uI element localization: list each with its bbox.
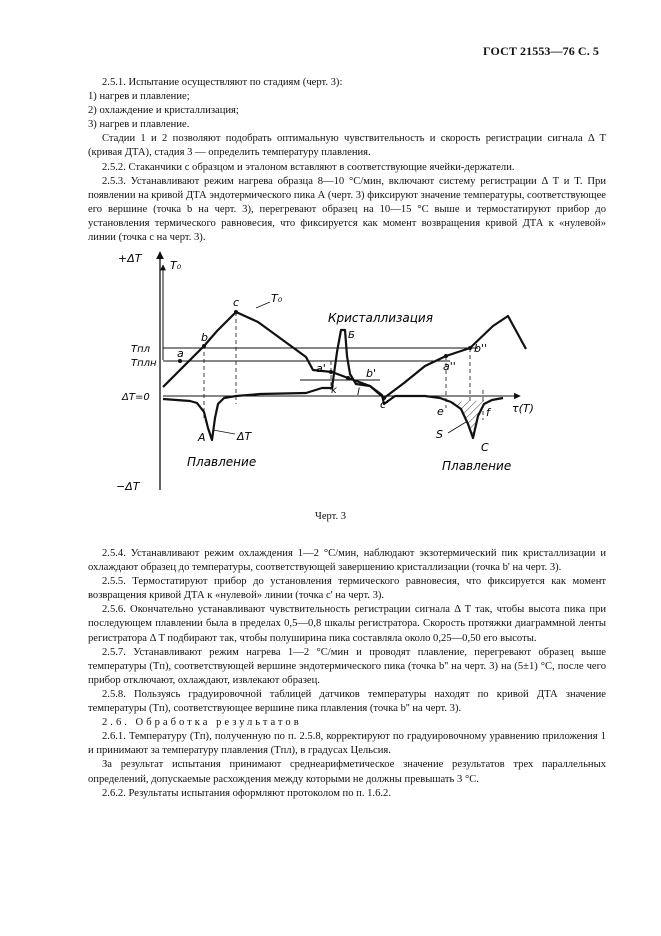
point-f: f (486, 406, 490, 419)
guide-lines (204, 312, 483, 420)
delta-t-label: ΔT (237, 430, 252, 443)
delta-t-leader (213, 430, 235, 434)
t0-curve-label: T₀ (271, 292, 283, 305)
point-B: Б (348, 330, 355, 341)
t0-curve-leader (256, 302, 270, 308)
point-C: C (481, 441, 489, 454)
crystallization-label: Кристаллизация (328, 311, 433, 325)
paragraph: 2.5.5. Термостатируют прибор до установления термического равновесия, что фиксируется как момент возвращения кривой ДТА к «нулевой» линии (точка c' на черт. 3). (88, 576, 606, 602)
paragraph: 2.5.4. Устанавливают режим охлаждения 1—2 °С/мин, наблюдают экзотермический пик кристаллизации и охлаждают образец до температуры, соответствующей завершению кристаллизации (точка b' на черт. 3). (88, 548, 606, 574)
point-a: a (177, 347, 184, 360)
point-e: e (437, 405, 444, 418)
paragraph: 2.5.7. Устанавливают режим нагрева 1—2 °С/мин и проводят плавление, перегревают образец выше температуры (Tп), соответствующей вершине эндотермического пика (точка b'' на черт. 3) на (5±1) °С, после чего прибор отключают, охлаждают, извлекают образец. (88, 646, 606, 686)
paragraph: Стадии 1 и 2 позволяют подобрать оптимальную чувствительность и скорость регистрации сигнала Δ T (кривая ДТА), стадия 3 — определить температуру плавления. (88, 133, 606, 159)
t0-axis-label: T₀ (170, 259, 182, 272)
paragraph: 2.6.1. Температуру (Tп), полученную по п. 2.5.8, корректируют по градуировочному уравнению приложения 1 и принимают за температуру плавления (Tпл), в градусах Цельсия. (88, 731, 606, 757)
point-c1: c' (380, 398, 390, 411)
bottom-text-block (88, 547, 606, 801)
list-item: 1) нагрев и плавление; (88, 91, 190, 103)
tpln-label: Tплн (131, 358, 157, 369)
top-text-block (88, 76, 606, 245)
point-b: b (201, 331, 208, 344)
point-b1: b' (366, 367, 377, 380)
melting-label-2: Плавление (442, 459, 512, 473)
point-A: A (198, 431, 206, 444)
list-item: 3) нагрев и плавление. (88, 119, 190, 131)
point-a2: a'' (443, 360, 456, 373)
paragraph: 2.5.2. Стаканчики с образцом и эталоном вставляют в соответствующие ячейки-держатели. (102, 161, 515, 173)
paragraph: 2.6.2. Результаты испытания оформляют протоколом по п. 1.6.2. (102, 787, 391, 799)
area-s-leader (448, 422, 466, 433)
dta-figure (0, 240, 661, 505)
point-S: S (436, 428, 443, 441)
paragraph: 2.5.1. Испытание осуществляют по стадиям (черт. 3): (102, 77, 343, 88)
zero-label: ΔT=0 (122, 392, 150, 403)
point-a1: a' (316, 362, 326, 375)
point-b2: b'' (474, 342, 488, 355)
figure-caption: Черт. 3 (315, 511, 346, 522)
paragraph: 2.5.8. Пользуясь градуировочной таблицей датчиков температуры находят по кривой ДТА значение температуры (Tп), соответствующее вершине пика плавления (точка b'' на черт. 3). (88, 688, 606, 715)
x-axis-label: τ(T) (512, 402, 534, 415)
tpl-label: Tпл (131, 344, 151, 355)
point-c: c (233, 296, 240, 309)
paragraph: 2.5.3. Устанавливают режим нагрева образца 8—10 °С/мин, включают систему регистрации Δ T и T. При появлении на кривой ДТА эндотермического пика А (черт. 3) фиксируют значение температуры, соответствующее его вершине (точка b на черт. 3), перегревают образец на 10—15 °С выше и термостатируют прибор до установления термического равновесия, что фиксируется как момент возвращения кривой ДТА к «нулевой» линии (точка c на черт. 3). (88, 175, 606, 244)
y-axis-top-label: +ΔT (118, 252, 142, 265)
section-heading: 2.6. Обработка результатов (102, 717, 302, 729)
point-l: l (357, 387, 360, 398)
y-axis-bottom-label: −ΔT (116, 480, 140, 493)
point-k: k (331, 385, 337, 396)
paragraph: За результат испытания принимают среднеарифметическое значение результатов трех параллельных определений, допускаемые расхождения между которыми не должны превышать 3 °С. (88, 759, 606, 785)
paragraph: 2.5.6. Окончательно устанавливают чувствительность регистрации сигнала Δ T так, чтобы высота пика при последующем плавлении была в пределах 0,5—0,8 шкалы регистратора. Скорость протяжки диаграммной ленты регистратора Δ T подбирают так, чтобы полуширина пика составляла около 0,25—0,50 его высоты. (88, 604, 606, 644)
melting-label-1: Плавление (187, 455, 257, 469)
page-header: ГОСТ 21553—76 С. 5 (483, 44, 599, 58)
list-item: 2) охлаждение и кристаллизация; (88, 105, 239, 117)
